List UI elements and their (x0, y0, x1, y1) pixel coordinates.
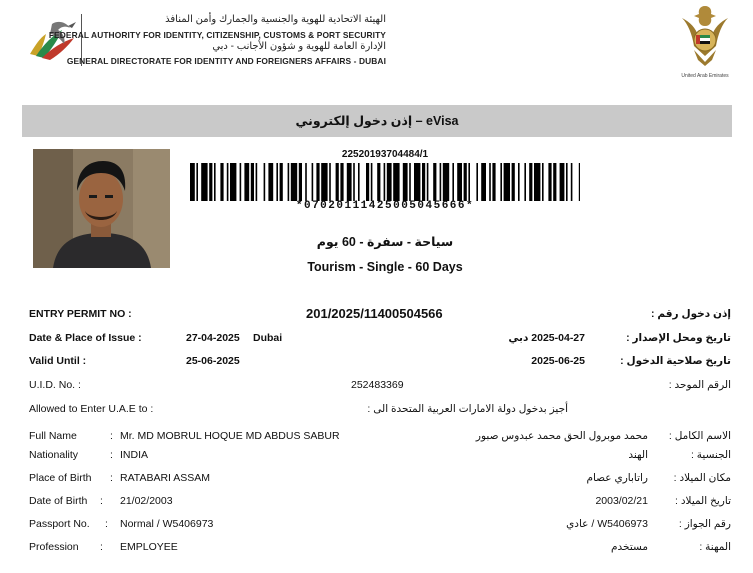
barcode-bar (371, 163, 373, 201)
valid-until-label: Valid Until : (29, 355, 87, 367)
barcode-bar (321, 163, 327, 201)
barcode-bar (534, 163, 540, 201)
barcode-bar (305, 163, 307, 201)
barcode-bar (427, 163, 429, 201)
full-name-label: Full Name (29, 430, 77, 442)
barcode-bar (329, 163, 331, 201)
barcode-number: *07020111425005045666* (295, 200, 475, 212)
barcode-bar (504, 163, 510, 201)
barcode-bar (384, 163, 386, 201)
barcode-bar (542, 163, 544, 201)
barcode-bar (468, 163, 470, 201)
barcode-bar (190, 163, 195, 201)
barcode-bar (492, 163, 495, 201)
barcode-bar (464, 163, 467, 201)
barcode-bar (571, 163, 573, 201)
uid-label: U.I.D. No. : (29, 379, 81, 391)
barcode-bar (268, 163, 273, 201)
barcode-bar (529, 163, 532, 201)
nationality-value-ar: الهند (628, 449, 648, 461)
barcode-bar (377, 163, 380, 201)
passport-value-ar: W5406973 / عادي (566, 518, 648, 530)
barcode-bar (280, 163, 283, 201)
profession-label-ar: المهنة : (699, 541, 731, 553)
authority-name-en: FEDERAL AUTHORITY FOR IDENTITY, CITIZENSHIP, CUSTOMS & PORT SECURITY (48, 30, 386, 40)
colon: : (100, 495, 103, 507)
barcode-bar (358, 163, 360, 201)
directorate-name-en: GENERAL DIRECTORATE FOR IDENTITY AND FOREIGNERS AFFAIRS - DUBAI (66, 56, 386, 66)
barcode-reference: 22520193704484/1 (341, 149, 429, 160)
allowed-label-ar: أجيز بدخول دولة الامارات العربية المتحدة الى : (367, 403, 568, 415)
visa-type-en: Tourism - Single - 60 Days (307, 260, 463, 274)
place-of-birth-label: Place of Birth (29, 472, 92, 484)
barcode-bar (299, 163, 302, 201)
authority-name-ar: الهيئة الاتحادية للهوية والجنسية والجمارك وأمن المنافذ (165, 14, 386, 25)
valid-until-value-ar: 2025-06-25 (531, 355, 585, 367)
uae-emblem-icon (672, 0, 738, 80)
profession-value: EMPLOYEE (120, 541, 178, 553)
uid-label-ar: الرقم الموحد : (668, 379, 731, 391)
barcode-bar (240, 163, 242, 201)
profession-label: Profession (29, 541, 79, 553)
barcode-bar (347, 163, 352, 201)
full-name-label-ar: الاسم الكامل : (668, 430, 731, 442)
barcode-bar (548, 163, 551, 201)
colon: : (105, 518, 108, 530)
issue-label: Date & Place of Issue : (29, 332, 142, 344)
issue-label-ar: تاريخ ومحل الإصدار : (626, 332, 731, 344)
place-of-birth-value: RATABARI ASSAM (120, 472, 211, 484)
barcode-bar (312, 163, 314, 201)
entry-permit-number: 201/2025/11400504566 (306, 306, 443, 321)
barcode-bar (353, 163, 355, 201)
barcode-bar (481, 163, 486, 201)
nationality-label: Nationality (29, 449, 79, 461)
valid-until-value: 25-06-2025 (186, 355, 240, 367)
date-of-birth-value-ar: 2003/02/21 (595, 495, 648, 507)
full-name-value-ar: محمد موبرول الحق محمد عبدوس صبور (475, 430, 648, 442)
barcode-bar (227, 163, 229, 201)
valid-until-label-ar: تاريخ صلاحية الدخول : (620, 355, 731, 367)
barcode-bar (340, 163, 343, 201)
colon: : (110, 430, 113, 442)
barcode-bar (276, 163, 278, 201)
barcode-bar (209, 163, 212, 201)
barcode-bar (220, 163, 223, 201)
uid-value: 252483369 (351, 379, 404, 391)
barcode-bar (196, 163, 198, 201)
barcode-bar (457, 163, 462, 201)
applicant-photo (33, 149, 170, 268)
passport-label: Passport No. (29, 518, 90, 530)
barcode-bar (393, 163, 399, 201)
profession-value-ar: مستخدم (611, 541, 648, 553)
barcode-bar (291, 163, 297, 201)
nationality-label-ar: الجنسية : (690, 449, 731, 461)
barcode-bar (489, 163, 491, 201)
barcode-bar (560, 163, 565, 201)
barcode-bar (201, 163, 207, 201)
barcode-bar (264, 163, 266, 201)
issue-date: 27-04-2025 (186, 332, 240, 344)
barcode-bar (443, 163, 449, 201)
place-of-birth-value-ar: راتاباري عصام (586, 472, 648, 484)
barcode-bar (476, 163, 478, 201)
allowed-label: Allowed to Enter U.A.E to : (29, 403, 154, 415)
barcode-bar (433, 163, 436, 201)
barcode-bar (251, 163, 254, 201)
colon: : (110, 449, 113, 461)
barcode-bar (524, 163, 526, 201)
barcode-bar (553, 163, 556, 201)
evisa-title: إذن دخول إلكتروني – eVisa (295, 114, 459, 128)
issue-value-ar: 2025-04-27 دبي (508, 332, 585, 344)
place-of-birth-label-ar: مكان الميلاد : (673, 472, 731, 484)
barcode-bar (422, 163, 425, 201)
date-of-birth-label-ar: تاريخ الميلاد : (675, 495, 731, 507)
barcode-bar (244, 163, 249, 201)
svg-text:United Arab Emirates: United Arab Emirates (681, 73, 729, 79)
directorate-name-ar: الإدارة العامة للهوية و شؤون الأجانب - دبي (212, 41, 386, 52)
barcode-bar (409, 163, 411, 201)
colon: : (110, 472, 113, 484)
entry-permit-label: ENTRY PERMIT NO : (29, 308, 132, 320)
barcode-bar (366, 163, 369, 201)
barcode-bar (452, 163, 454, 201)
barcode-bar (387, 163, 392, 201)
barcode-bar (214, 163, 216, 201)
barcode-bar (518, 163, 520, 201)
barcode-bar (403, 163, 408, 201)
date-of-birth-value: 21/02/2003 (120, 495, 173, 507)
barcode (190, 163, 580, 201)
barcode-bar (256, 163, 258, 201)
barcode-bar (316, 163, 319, 201)
barcode-bar (440, 163, 442, 201)
nationality-value: INDIA (120, 449, 149, 461)
full-name-value: Mr. MD MOBRUL HOQUE MD ABDUS SABUR (120, 430, 340, 442)
passport-value: Normal / W5406973 (120, 518, 214, 530)
date-of-birth-label: Date of Birth (29, 495, 88, 507)
barcode-bar (336, 163, 339, 201)
visa-type-ar: سياحة - سفرة - 60 يوم (316, 235, 454, 249)
entry-permit-label-ar: إذن دخول رقم : (650, 308, 731, 320)
barcode-bar (566, 163, 568, 201)
issue-place: Dubai (253, 332, 283, 344)
barcode-bar (579, 163, 580, 201)
barcode-bar (288, 163, 290, 201)
passport-label-ar: رقم الجواز : (678, 518, 731, 530)
barcode-bar (230, 163, 236, 201)
barcode-bar (414, 163, 420, 201)
barcode-bar (512, 163, 515, 201)
colon: : (100, 541, 103, 553)
barcode-bar (500, 163, 502, 201)
